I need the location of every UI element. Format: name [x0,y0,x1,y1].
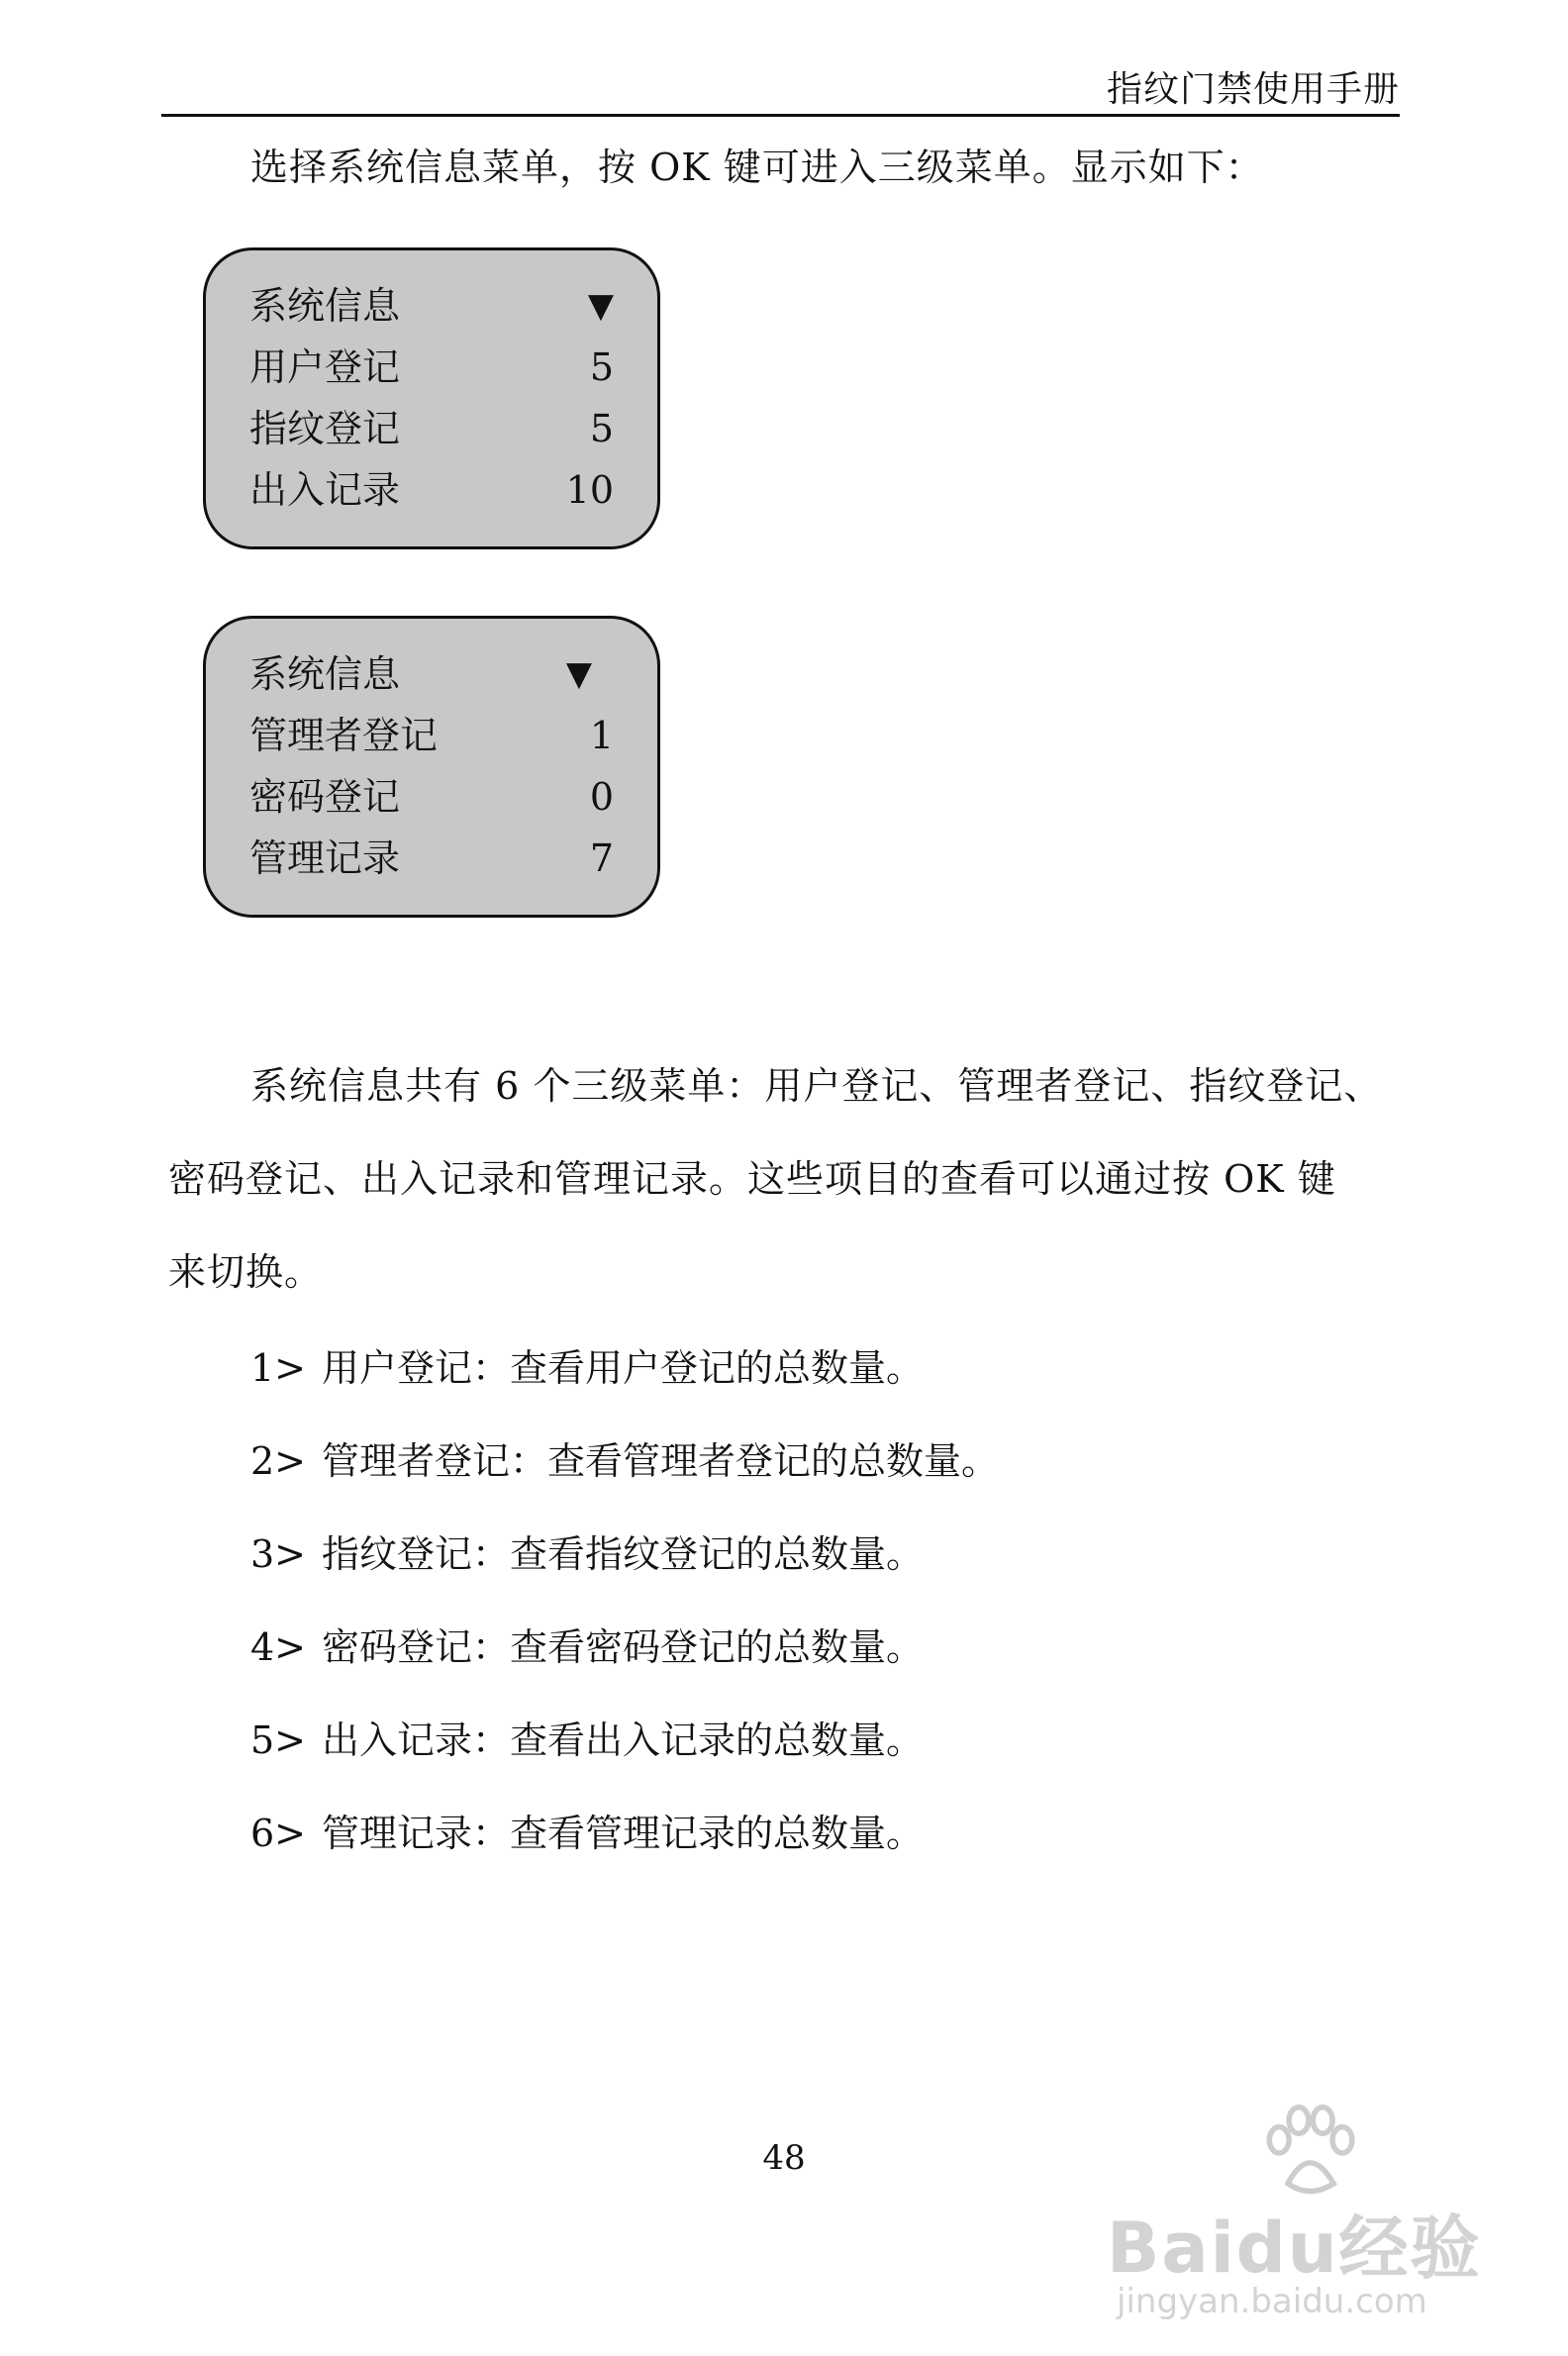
lcd-row-label: 管理者登记 [249,714,439,757]
list-item-number: 6> [250,1812,307,1855]
submenu-list [250,1322,999,1880]
list-item-text: 管理记录：查看管理记录的总数量。 [322,1812,925,1855]
lcd-row-value: 10 [565,468,614,512]
lcd-row-label: 密码登记 [249,775,401,819]
list-item [250,1508,999,1601]
down-arrow-icon: ▼ [587,286,614,326]
list-item-text: 密码登记：查看密码登记的总数量。 [322,1625,925,1669]
list-item-number: 4> [250,1625,307,1669]
lcd-row-value: 1 [589,714,614,757]
intro-text: 选择系统信息菜单，按 OK 键可进入三级菜单。显示如下： [250,146,1264,189]
list-item-text: 用户登记：查看用户登记的总数量。 [322,1346,925,1390]
lcd-row [249,710,614,761]
paragraph-line: 来切换。 [168,1250,324,1294]
list-item-text: 指纹登记：查看指纹登记的总数量。 [322,1532,925,1576]
lcd-row-label: 用户登记 [249,345,401,389]
lcd-row-value: 5 [589,345,614,389]
lcd-row [249,771,614,823]
lcd-screen-2 [203,616,660,918]
list-item [250,1694,999,1787]
lcd-row [249,833,614,884]
lcd-row-label: 管理记录 [249,836,401,880]
down-arrow-icon: ▼ [565,654,592,694]
list-item-number: 5> [250,1718,307,1762]
list-item [250,1601,999,1694]
list-item [250,1415,999,1508]
lcd-row-value: 5 [589,407,614,450]
list-item-text: 出入记录：查看出入记录的总数量。 [322,1718,925,1762]
list-item-text: 管理者登记：查看管理者登记的总数量。 [322,1439,1000,1483]
lcd-title-row [249,280,614,332]
list-item-number: 2> [250,1439,307,1483]
lcd-title-row [249,648,614,700]
lcd-title: 系统信息 [249,652,401,696]
watermark-url: jingyan.baidu.com [1117,2282,1427,2321]
header-title: 指纹门禁使用手册 [1106,69,1400,110]
list-item [250,1787,999,1880]
paw-icon [1255,2099,1364,2208]
lcd-row-value: 7 [589,836,614,880]
list-item [250,1322,999,1415]
list-item-number: 3> [250,1532,307,1576]
lcd-row [249,464,614,516]
page-number: 48 [762,2138,806,2178]
description-paragraph [168,1039,1406,1319]
paragraph-line: 密码登记、出入记录和管理记录。这些项目的查看可以通过按 OK 键 [168,1157,1336,1201]
watermark-brand: Baidu经验 [1107,2208,1482,2289]
header-rule [161,114,1400,117]
lcd-screen-1 [203,247,660,549]
lcd-row-label: 出入记录 [249,468,401,512]
lcd-row [249,403,614,454]
paragraph-line [168,1039,1406,1132]
lcd-row-value: 0 [589,775,614,819]
paragraph-line-text: 系统信息共有 6 个三级菜单：用户登记、管理者登记、指纹登记、 [250,1064,1383,1108]
list-item-number: 1> [250,1346,307,1390]
lcd-title: 系统信息 [249,284,401,328]
lcd-row-label: 指纹登记 [249,407,401,450]
lcd-row [249,342,614,393]
baidu-watermark [1107,2099,1482,2326]
